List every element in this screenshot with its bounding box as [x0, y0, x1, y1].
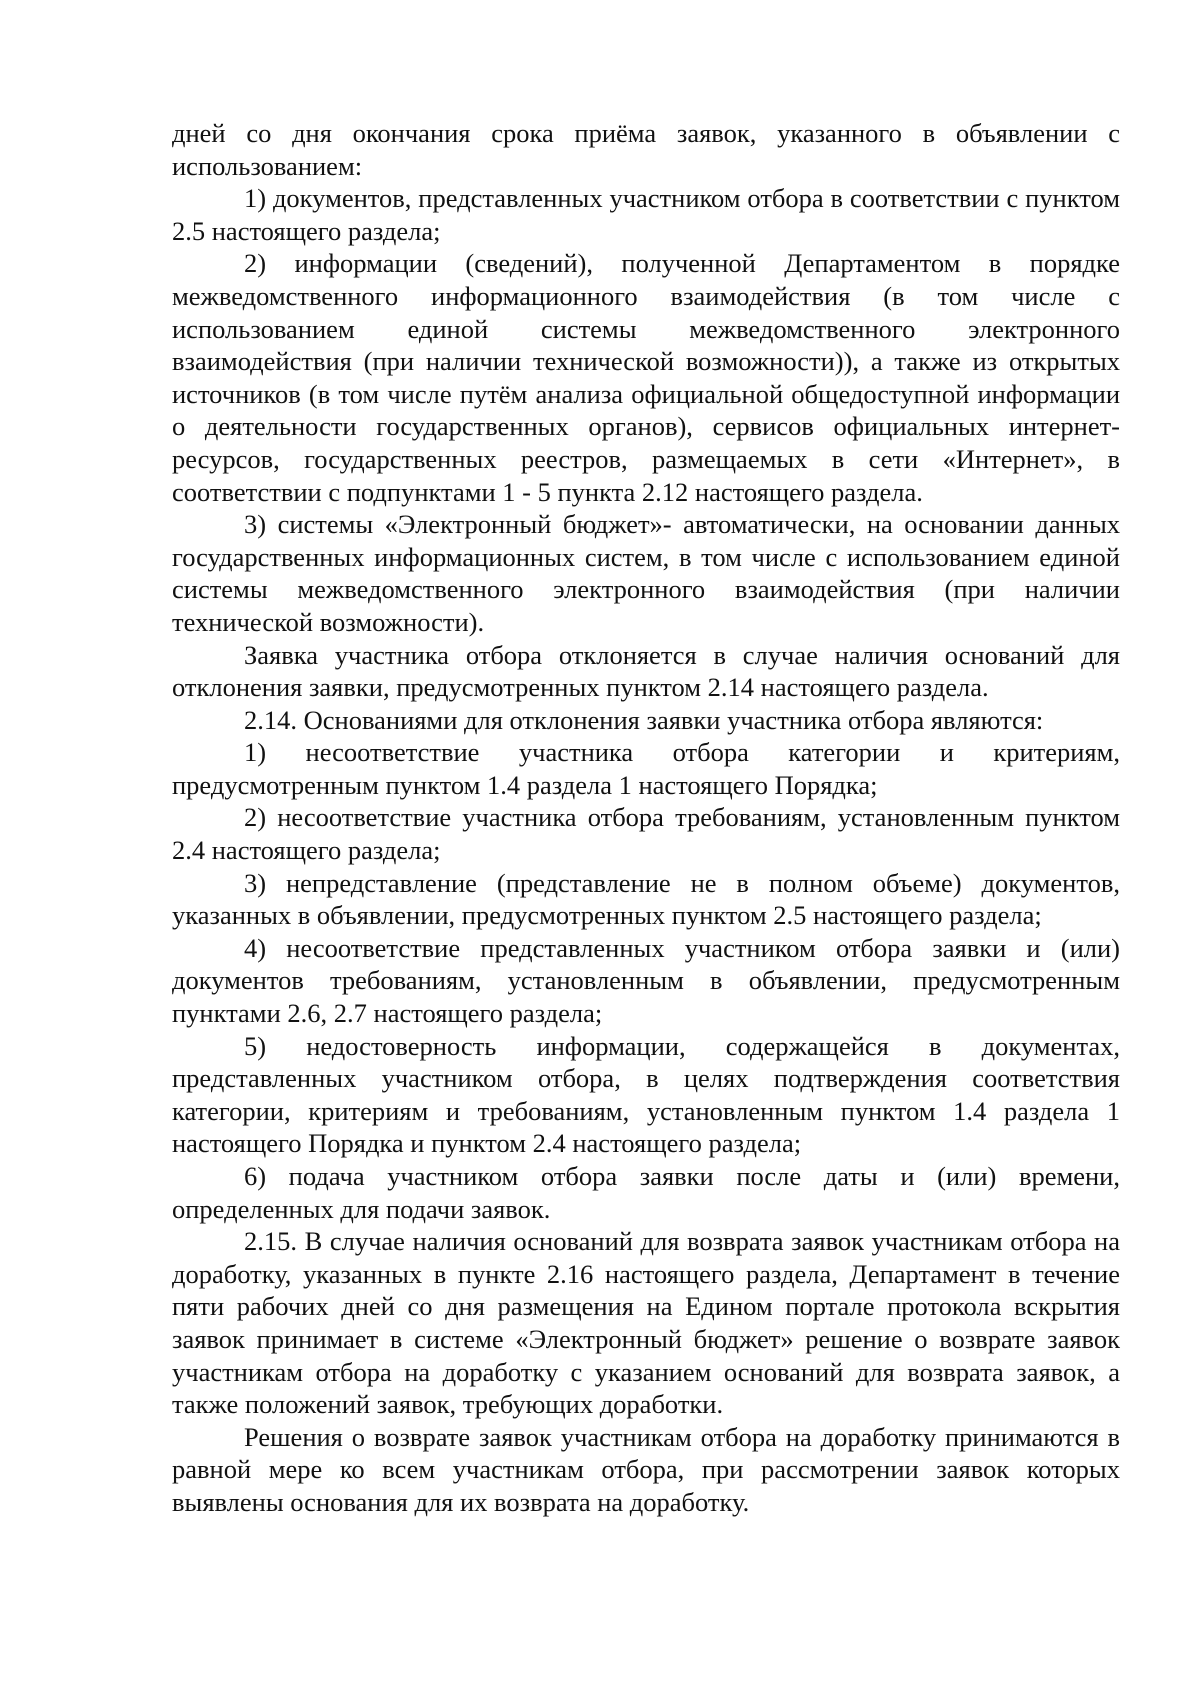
- paragraph-9: 3) непредставление (представление не в полном объеме) документов, указанных в объявлении, предусмотренных пунктом 2.5 настоящего раздела;: [172, 867, 1120, 931]
- paragraph-8: 2) несоответствие участника отбора требованиям, установленным пунктом 2.4 настоящего раздела;: [172, 802, 1120, 866]
- paragraph-3: 2) информации (сведений), полученной Департаментом в порядке межведомственного информационного взаимодействия (в том числе с использованием единой системы межведомственного электронного взаимодействия (при наличии технической возможности)), а также из открытых источников (в том числе путём анализа официальной общедоступной информации о деятельности государственных органов), сервисов официальных интернет-ресурсов, государственных реестров, размещаемых в сети «Интернет», в соответствии с подпунктами 1 - 5 пункта 2.12 настоящего раздела.: [172, 248, 1120, 507]
- paragraph-2: 1) документов, представленных участником отбора в соответствии с пунктом 2.5 настоящего раздела;: [172, 183, 1120, 246]
- paragraph-5: Заявка участника отбора отклоняется в случае наличия оснований для отклонения заявки, предусмотренных пунктом 2.14 настоящего раздела.: [172, 639, 1120, 703]
- paragraph-6: 2.14. Основаниями для отклонения заявки участника отбора являются:: [244, 704, 1044, 735]
- paragraph-1: дней со дня окончания срока приёма заявок, указанного в объявлении с использованием:: [172, 118, 1120, 181]
- document-page: [172, 117, 1120, 1519]
- paragraph-14: Решения о возврате заявок участникам отбора на доработку принимаются в равной мере ко всем участникам отбора, при рассмотрении заявок которых выявлены основания для их возврата на доработку.: [172, 1421, 1120, 1517]
- paragraph-10: 4) несоответствие представленных участником отбора заявки и (или) документов требованиям, установленным в объявлении, предусмотренным пунктами 2.6, 2.7 настоящего раздела;: [172, 932, 1120, 1029]
- paragraph-12: 6) подача участником отбора заявки после даты и (или) времени, определенных для подачи заявок.: [172, 1161, 1120, 1224]
- paragraph-4: 3) системы «Электронный бюджет»- автоматически, на основании данных государственных информационных систем, в том числе с использованием единой системы межведомственного электронного взаимодействия (при наличии технической возможности).: [172, 509, 1120, 637]
- paragraph-7: 1) несоответствие участника отбора категории и критериям, предусмотренным пунктом 1.4 раздела 1 настоящего Порядка;: [172, 737, 1120, 800]
- paragraph-13: 2.15. В случае наличия оснований для возврата заявок участникам отбора на доработку, указанных в пункте 2.16 настоящего раздела, Департамент в течение пяти рабочих дней со дня размещения на Едином портале протокола вскрытия заявок принимает в системе «Электронный бюджет» решение о возврате заявок участникам отбора на доработку с указанием оснований для возврата заявок, а также положений заявок, требующих доработки.: [172, 1226, 1120, 1420]
- paragraph-11: 5) недостоверность информации, содержащейся в документах, представленных участником отбора, в целях подтверждения соответствия категории, критериям и требованиям, установленным пунктом 1.4 раздела 1 настоящего Порядка и пунктом 2.4 настоящего раздела;: [172, 1030, 1120, 1159]
